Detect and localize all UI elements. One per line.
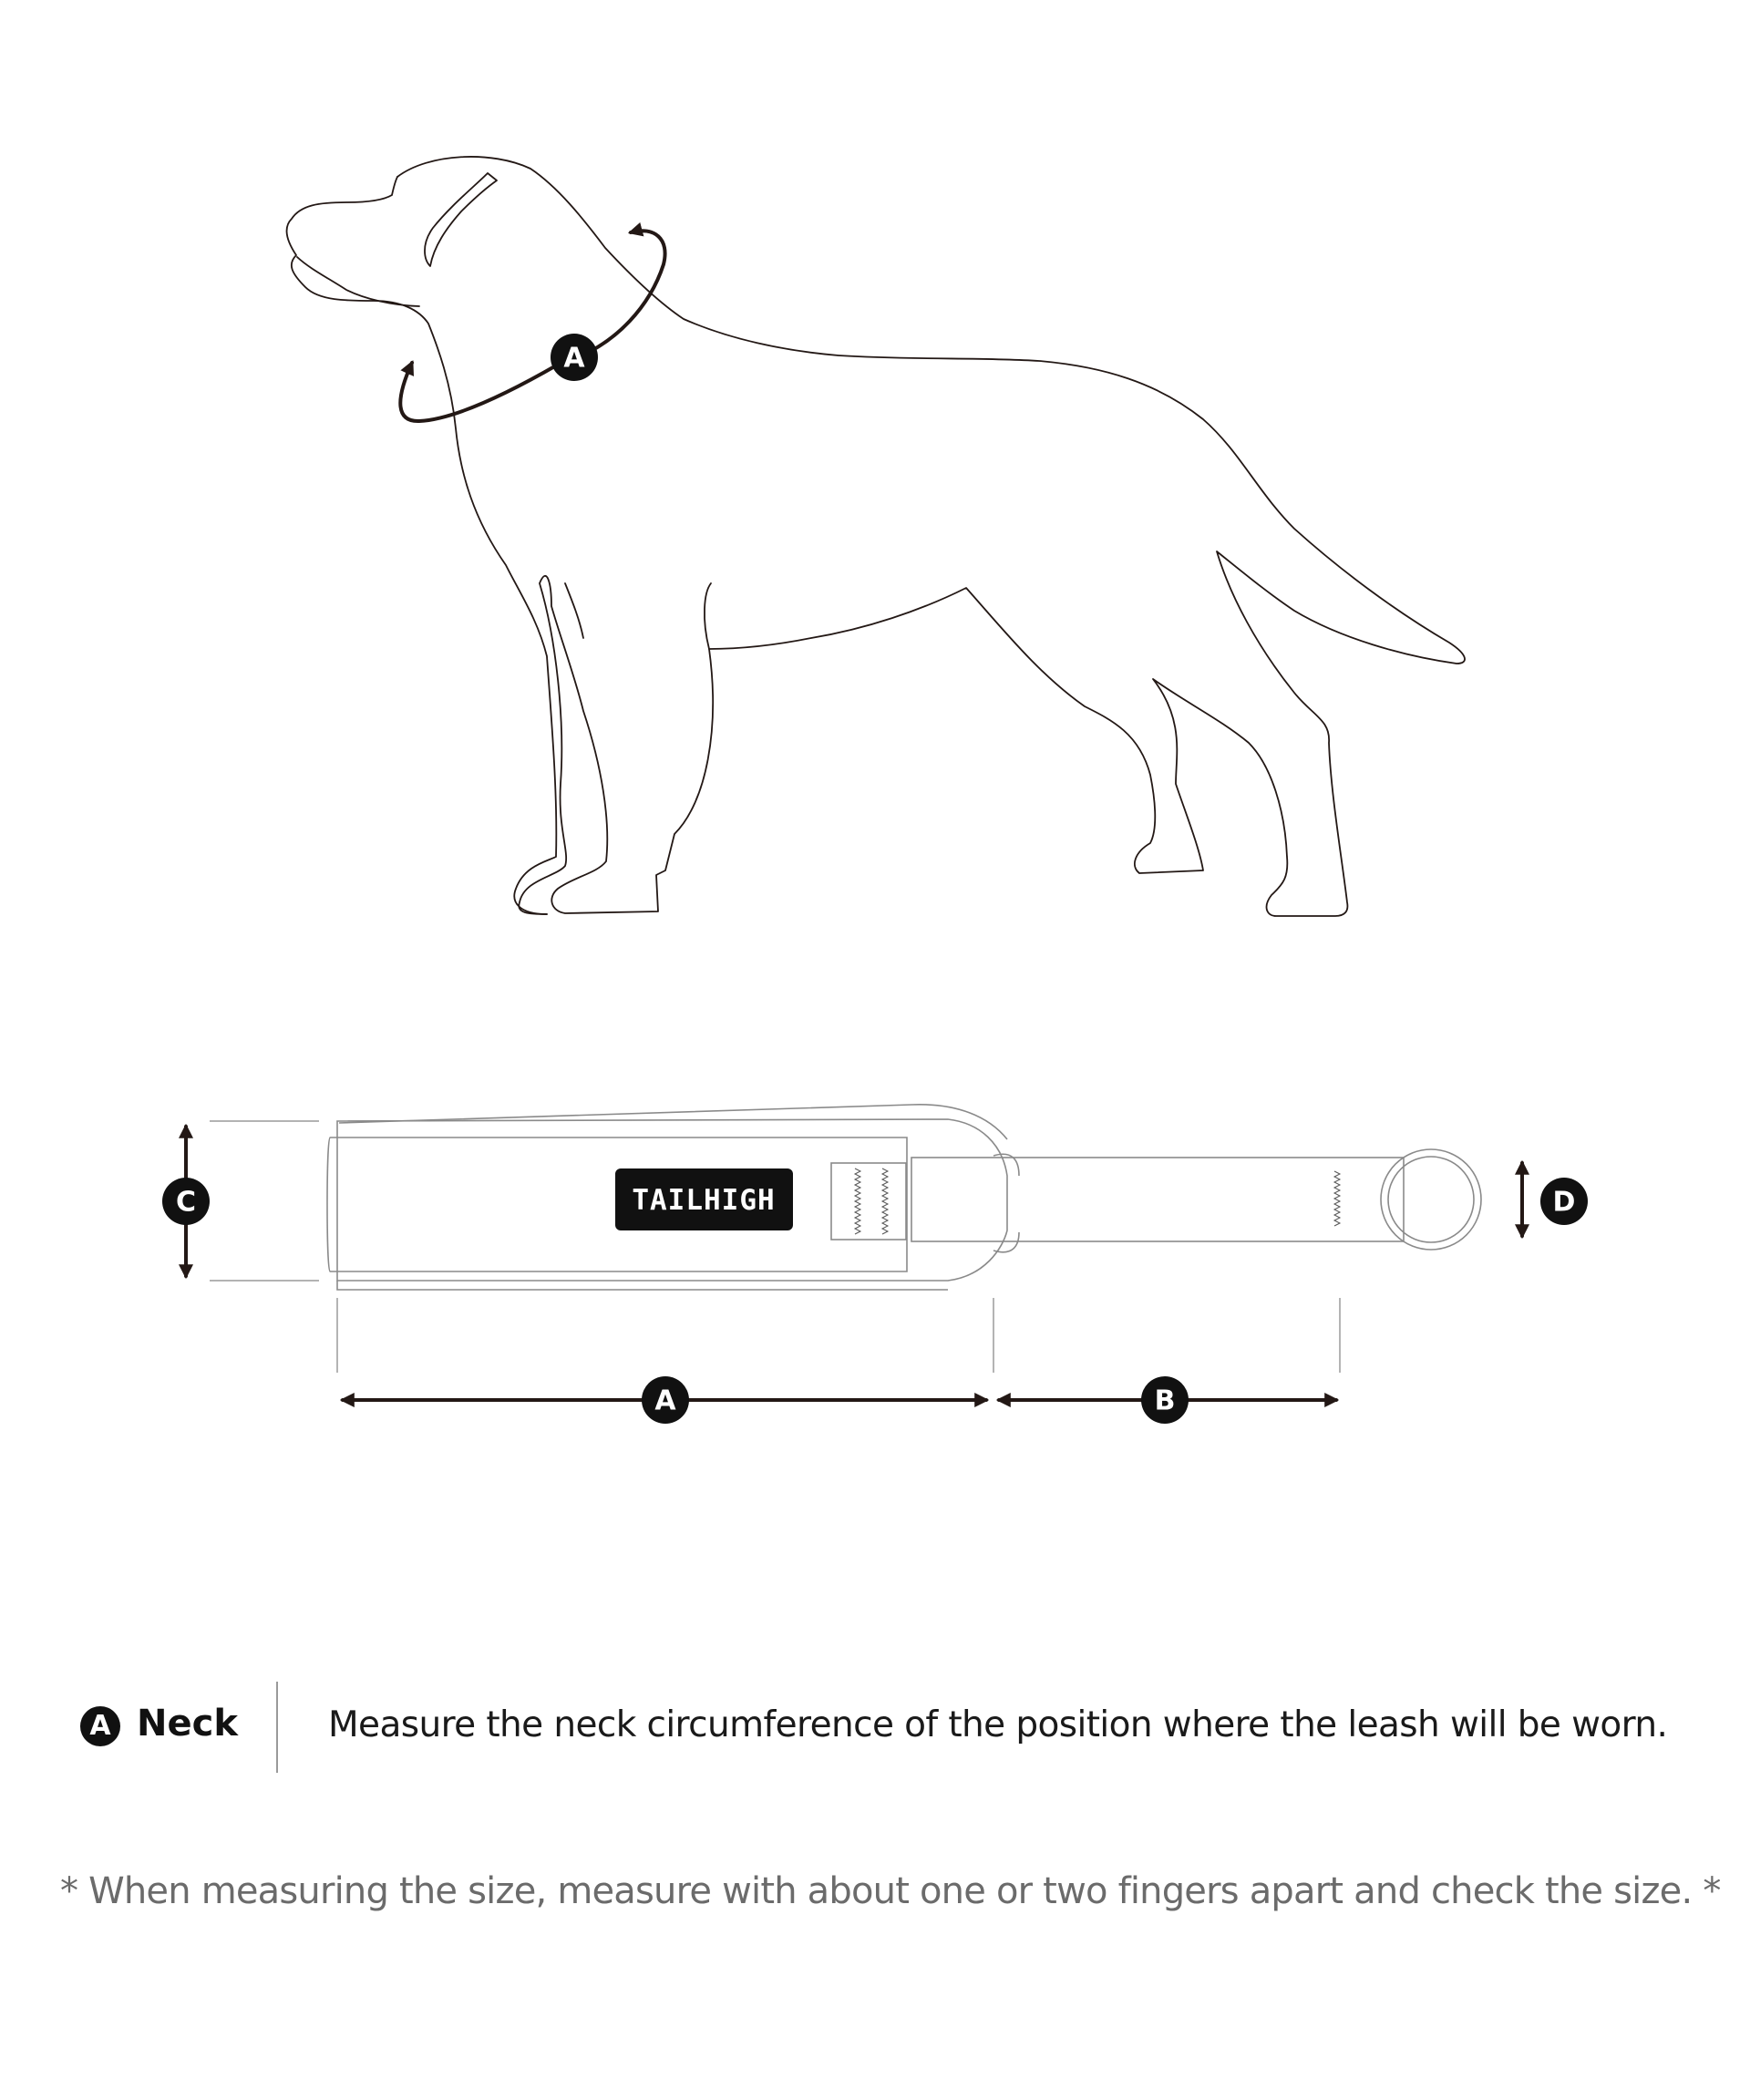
dimension-b-label: B — [1154, 1385, 1176, 1417]
dog-ear — [425, 173, 497, 266]
dog-belly-line — [705, 583, 711, 649]
collar-end-ring-inner — [1388, 1157, 1474, 1242]
dimension-d — [1522, 1163, 1588, 1236]
collar-band-bottom-edge — [337, 1281, 948, 1290]
dimension-a-label: A — [654, 1385, 676, 1417]
dog-front-outline — [397, 157, 1465, 916]
dog-chest-line — [565, 583, 583, 638]
neck-measure-arrow — [400, 231, 664, 421]
collar-stitch-tab — [831, 1163, 906, 1240]
legend-badge: A — [80, 1706, 120, 1746]
collar-stitches — [855, 1168, 1340, 1234]
legend-name: Neck — [137, 1703, 238, 1745]
dimension-d-label: D — [1552, 1186, 1576, 1219]
collar-end-ring — [1381, 1149, 1481, 1250]
dimension-a — [337, 1298, 993, 1424]
dog-mouth-line — [297, 257, 419, 306]
legend-divider — [276, 1682, 278, 1773]
brand-logo-text: TAILHIGH — [632, 1184, 776, 1217]
dimension-b — [999, 1298, 1340, 1424]
neck-arrow-lower — [400, 363, 558, 421]
dog-illustration — [287, 157, 1465, 916]
collar-strap — [911, 1158, 1404, 1241]
measurement-note: * When measuring the size, measure with about one or two fingers apart and check the size. * — [60, 1870, 1721, 1912]
dimension-c — [162, 1121, 319, 1281]
dimension-c-label: C — [175, 1186, 197, 1219]
collar-illustration — [327, 1105, 1481, 1290]
collar-band-top-edge — [339, 1105, 1007, 1139]
legend-description: Measure the neck circumference of the position where the leash will be worn. — [328, 1704, 1668, 1745]
neck-marker-label: A — [563, 342, 585, 375]
dog-head-outline — [287, 177, 557, 914]
